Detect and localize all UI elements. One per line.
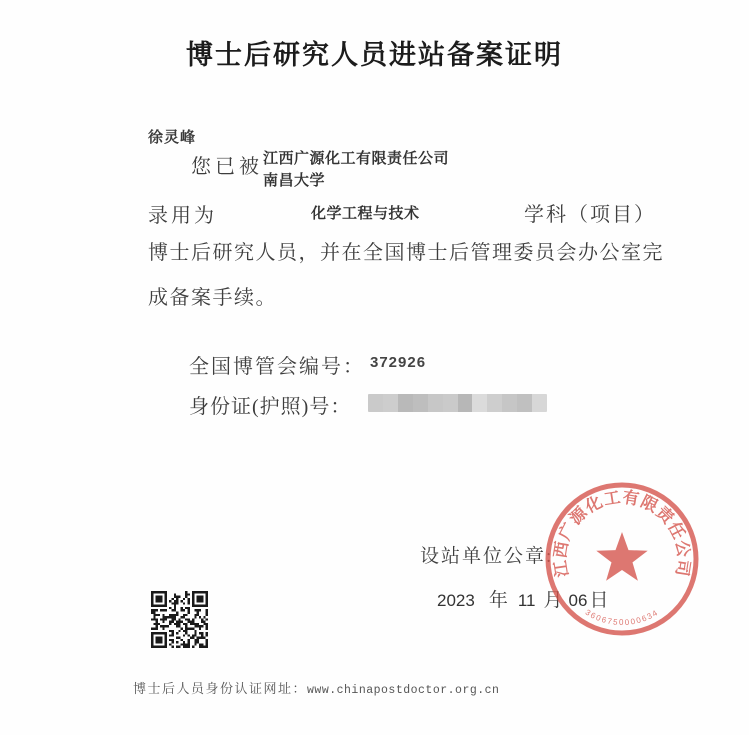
- id-number-redacted: [368, 394, 547, 412]
- page-title: 博士后研究人员进站备案证明: [186, 40, 563, 70]
- body-line-1: 博士后研究人员，并在全国博士后管理委员会办公室完: [148, 242, 664, 264]
- admin-number-label: 全国博管会编号：: [189, 356, 365, 378]
- station-unit-line-2: 南昌大学: [263, 172, 326, 189]
- discipline-value: 化学工程与技术: [311, 205, 420, 222]
- star-icon: [596, 532, 647, 581]
- qr-code-pattern: [151, 591, 208, 648]
- station-unit-line-1: 江西广源化工有限责任公司: [263, 150, 450, 167]
- date-year: 2023: [437, 591, 475, 610]
- seal-svg: [537, 474, 707, 644]
- recipient-name: 徐灵峰: [148, 129, 197, 146]
- acceptance-prefix-label: 您已被: [191, 156, 263, 178]
- date-year-unit: 年: [488, 590, 508, 611]
- footer: [133, 678, 499, 697]
- discipline-suffix-label: 学科（项目）: [524, 204, 656, 226]
- company-seal-stamp: [537, 474, 707, 644]
- admin-number-value: 372926: [370, 354, 427, 371]
- date-day: 06: [568, 591, 588, 610]
- id-number-label: 身份证(护照)号：: [189, 396, 352, 418]
- date-month: 11: [517, 591, 536, 610]
- seal-caption-label: 设站单位公章:: [420, 546, 554, 567]
- seal-company-text: 江西广源化工有限责任公司: [550, 487, 694, 579]
- date-day-unit: 日: [589, 590, 609, 611]
- seal-serial-text: 3606750000634: [583, 607, 661, 628]
- employed-as-label: 录用为: [148, 205, 217, 227]
- date-month-unit: 月: [543, 590, 563, 611]
- svg-text:3606750000634: [584, 608, 661, 627]
- body-line-2: 成备案手续。: [148, 287, 277, 309]
- qr-code: [151, 591, 208, 648]
- footer-url: www.chinapostdoctor.org.cn: [307, 684, 500, 697]
- footer-label: 博士后人员身份认证网址：: [133, 681, 308, 696]
